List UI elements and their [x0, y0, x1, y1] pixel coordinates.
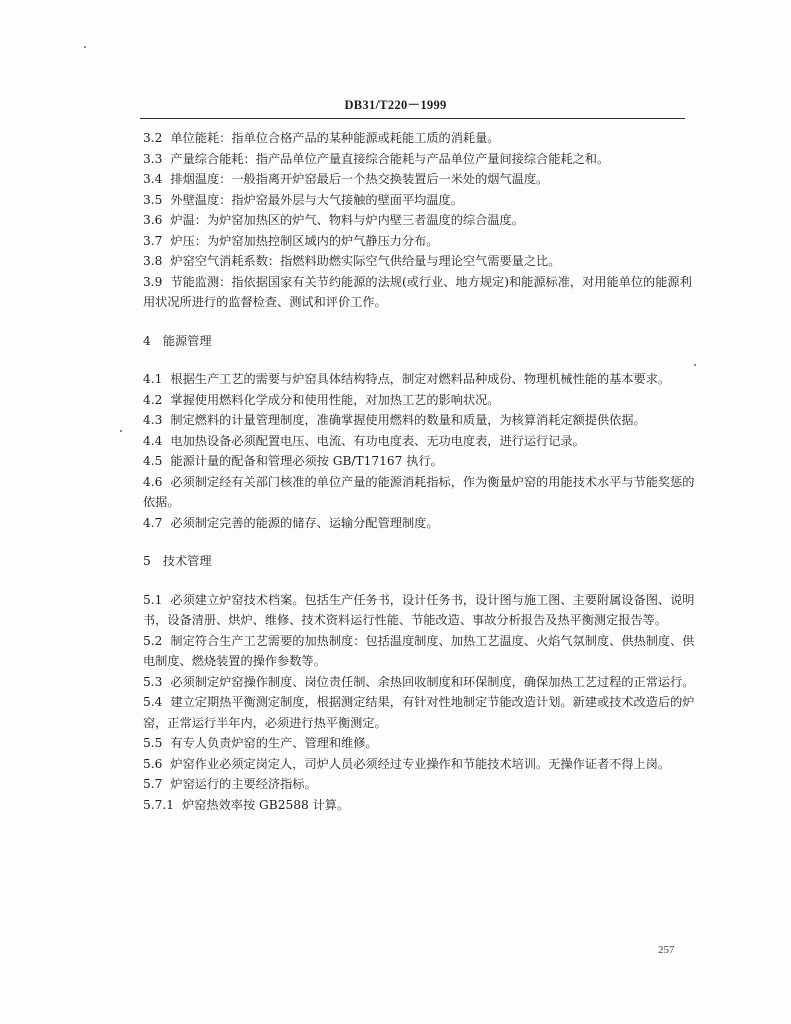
clause-i3_6 [143, 210, 699, 231]
clause-i3_9 [143, 272, 699, 313]
clause-text: 制定符合生产工艺需要的加热制度：包括温度制度、加热工艺温度、火焰气氛制度、供热制度、供电制度、燃烧装置的操作参数等。 [143, 633, 695, 668]
scan-speck [694, 364, 696, 366]
clause-text: 排烟温度：一般指离开炉窑最后一个热交换装置后一米处的烟气温度。 [170, 172, 549, 186]
clause-i5_3 [143, 672, 699, 693]
clause-number: 5.3 [143, 674, 163, 689]
clause-i4_4 [143, 431, 699, 452]
clause-text: 炉温：为炉窑加热区的炉气、物料与炉内壁三者温度的综合温度。 [170, 213, 524, 227]
clause-text: 电加热设备必须配置电压、电流、有功电度表、无功电度表，进行运行记录。 [170, 433, 585, 448]
clause-i4_6 [143, 472, 699, 513]
clause-text: 必须制定完善的能源的储存、运输分配管理制度。 [170, 515, 439, 530]
clause-number: 5.6 [143, 756, 163, 771]
section-heading-s4 [143, 331, 699, 352]
clause-text: 能源管理 [162, 333, 212, 348]
clause-text: 能源计量的配备和管理必须按 GB/T17167 执行。 [170, 454, 443, 468]
clause-i5_7_1 [143, 795, 699, 816]
clause-i4_5 [143, 451, 699, 472]
clause-number: 4.3 [143, 413, 163, 427]
clause-text: 必须制定经有关部门核准的单位产量的能源消耗指标，作为衡量炉窑的用能技术水平与节能奖惩的依据。 [143, 474, 695, 509]
clause-i5_6 [143, 754, 699, 775]
clause-text: 建立定期热平衡测定制度，根据测定结果，有针对性地制定节能改造计划。新建或技术改造后的炉窑，正常运行半年内，必须进行热平衡测定。 [143, 695, 695, 730]
clause-i3_8 [143, 251, 699, 272]
scan-speck [120, 430, 122, 432]
clause-text: 炉窑空气消耗系数：指燃料助燃实际空气供给量与理论空气需要量之比。 [170, 254, 561, 268]
clause-number: 5.5 [143, 736, 163, 750]
clause-number: 5.7 [143, 777, 163, 791]
clause-text: 节能监测：指依据国家有关节约能源的法规(或行业、地方规定)和能源标准，对用能单位的能源利用状况所进行的监督检查、测试和评价工作。 [143, 274, 692, 309]
clause-number: 4.6 [143, 474, 163, 489]
clause-i3_3 [143, 149, 699, 170]
clause-number: 5.7.1 [143, 797, 175, 812]
header-rule [140, 118, 685, 119]
clause-text: 外壁温度：指炉窑最外层与大气接触的壁面平均温度。 [170, 192, 463, 207]
clause-number: 3.7 [143, 233, 163, 248]
clause-i3_7 [143, 231, 699, 252]
clause-number: 4.5 [143, 454, 163, 468]
clause-text: 掌握使用燃料化学成分和使用性能，对加热工艺的影响状况。 [170, 392, 500, 407]
clause-text: 制定燃料的计量管理制度，准确掌握使用燃料的数量和质量，为核算消耗定额提供依据。 [170, 413, 646, 427]
clause-number: 4.1 [143, 372, 163, 386]
clause-number: 4.7 [143, 515, 163, 530]
clause-number: 3.8 [143, 254, 163, 268]
clause-text: 有专人负责炉窑的生产、管理和维修。 [170, 736, 378, 750]
clause-number: 5.4 [143, 695, 163, 709]
clause-i3_5 [143, 190, 699, 211]
clause-i5_5 [143, 733, 699, 754]
clause-i4_1 [143, 369, 699, 390]
clause-number: 3.9 [143, 274, 163, 289]
clause-number: 5.1 [143, 592, 163, 607]
clause-number: 5.2 [143, 633, 163, 648]
clause-number: 5 [143, 554, 151, 568]
clause-i4_2 [143, 390, 699, 411]
clause-text: 炉压：为炉窑加热控制区域内的炉气静压力分布。 [170, 233, 439, 248]
clause-number: 3.3 [143, 151, 163, 166]
scan-speck [84, 46, 86, 48]
clause-text: 炉窑作业必须定岗定人，司炉人员必须经过专业操作和节能技术培训。无操作证者不得上岗。 [170, 756, 671, 771]
document-header: DB31/T220－1999 [344, 98, 447, 112]
clause-text: 单位能耗：指单位合格产品的某种能源或耗能工质的消耗量。 [170, 131, 500, 145]
clause-number: 3.4 [143, 172, 163, 186]
clause-text: 炉窑热效率按 GB2588 计算。 [182, 797, 350, 812]
clause-text: 炉窑运行的主要经济指标。 [170, 777, 317, 791]
clause-text: 技术管理 [162, 554, 212, 568]
clause-i5_7 [143, 774, 699, 795]
clause-i5_4 [143, 692, 699, 733]
clause-i4_7 [143, 513, 699, 534]
clause-number: 3.6 [143, 213, 163, 227]
clause-number: 4 [143, 333, 151, 348]
clause-number: 3.2 [143, 131, 163, 145]
page-number: 257 [658, 944, 675, 956]
clause-text: 必须建立炉窑技术档案。包括生产任务书，设计任务书，设计图与施工图、主要附属设备图、说明书，设备清册、烘炉、维修、技术资料运行性能、节能改造、事故分析报告及热平衡测定报告等。 [143, 592, 695, 627]
clause-i3_4 [143, 169, 699, 190]
clause-number: 3.5 [143, 192, 163, 207]
clause-text: 产量综合能耗：指产品单位产量直接综合能耗与产品单位产量间接综合能耗之和。 [170, 151, 610, 166]
section-heading-s5 [143, 551, 699, 572]
clause-number: 4.2 [143, 392, 163, 407]
document-body [143, 128, 699, 815]
clause-text: 根据生产工艺的需要与炉窑具体结构特点，制定对燃料品种成份、物理机械性能的基本要求。 [170, 372, 671, 386]
clause-i5_1 [143, 590, 699, 631]
clause-i3_2 [143, 128, 699, 149]
clause-i5_2 [143, 631, 699, 672]
clause-number: 4.4 [143, 433, 163, 448]
clause-text: 必须制定炉窑操作制度、岗位责任制、余热回收制度和环保制度，确保加热工艺过程的正常运行。 [170, 674, 695, 689]
clause-i4_3 [143, 410, 699, 431]
